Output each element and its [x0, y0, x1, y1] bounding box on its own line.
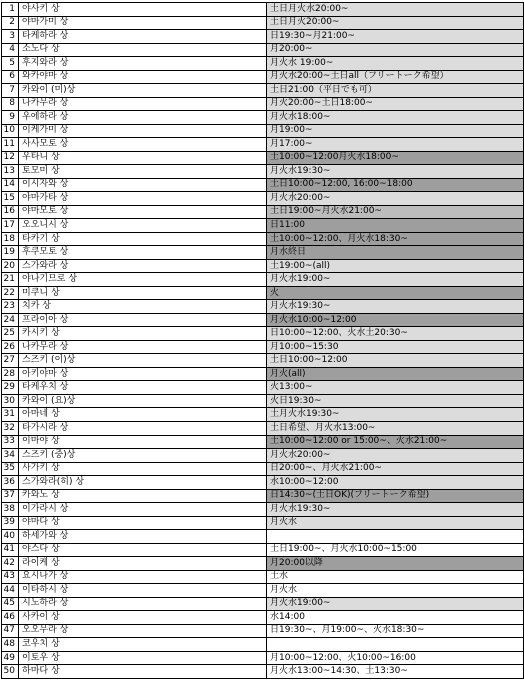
name-cell[interactable]: 야마가미 상 — [19, 16, 267, 30]
name-cell[interactable]: 아키야마 상 — [19, 367, 267, 381]
name-cell[interactable]: 야마모토 상 — [19, 205, 267, 219]
availability-cell[interactable]: 月火水10:00~12:00 — [267, 313, 524, 327]
availability-cell[interactable] — [267, 530, 524, 544]
name-cell[interactable]: 오오니시 상 — [19, 219, 267, 233]
availability-cell[interactable]: 火13:00~ — [267, 381, 524, 395]
table-row — [2, 381, 524, 395]
table-row — [2, 300, 524, 314]
availability-cell[interactable]: 土日21:00（平日でも可） — [267, 84, 524, 98]
table-row — [2, 124, 524, 138]
name-cell[interactable]: 나카무라 상 — [19, 340, 267, 354]
row-number-cell[interactable]: 13 — [2, 165, 19, 179]
table-row — [2, 489, 524, 503]
schedule-table — [1, 2, 524, 679]
row-number-cell[interactable]: 27 — [2, 354, 19, 368]
table-row — [2, 205, 524, 219]
table-row — [2, 394, 524, 408]
name-cell[interactable]: 소노다 상 — [19, 43, 267, 57]
name-cell[interactable]: 야나기므로 상 — [19, 273, 267, 287]
row-number-cell[interactable]: 26 — [2, 340, 19, 354]
name-cell[interactable]: 사사모토 상 — [19, 138, 267, 152]
availability-cell[interactable]: 月火水19:30~ — [267, 300, 524, 314]
table-row — [2, 246, 524, 260]
availability-cell[interactable] — [267, 638, 524, 652]
name-cell[interactable]: 이마야 상 — [19, 435, 267, 449]
row-number-cell[interactable]: 15 — [2, 192, 19, 206]
availability-cell[interactable]: 月火水19:30~ — [267, 165, 524, 179]
availability-cell[interactable]: 月20:00~ — [267, 43, 524, 57]
name-cell[interactable]: 이케가미 상 — [19, 124, 267, 138]
availability-cell[interactable]: 土日19:00~月火水21:00~ — [267, 205, 524, 219]
name-cell[interactable]: 타카기 상 — [19, 232, 267, 246]
name-cell[interactable]: 후지와라 상 — [19, 57, 267, 71]
availability-cell[interactable]: 土日10:00~12:00 — [267, 354, 524, 368]
availability-cell[interactable]: 土日10:00~12:00, 16:00~18:00 — [267, 178, 524, 192]
table-row — [2, 651, 524, 665]
availability-cell[interactable]: 月火(all) — [267, 367, 524, 381]
name-cell[interactable]: 하세가와 상 — [19, 530, 267, 544]
table-row — [2, 151, 524, 165]
name-cell[interactable]: 토모미 상 — [19, 165, 267, 179]
availability-cell[interactable]: 日19:30~、月19:00~、火水18:30~ — [267, 624, 524, 638]
availability-cell[interactable]: 月20:00以降 — [267, 557, 524, 571]
row-number-cell[interactable]: 37 — [2, 489, 19, 503]
row-number-cell[interactable]: 9 — [2, 111, 19, 125]
row-number-cell[interactable]: 4 — [2, 43, 19, 57]
name-cell[interactable]: 카와이 (요)상 — [19, 394, 267, 408]
row-number-cell[interactable]: 50 — [2, 665, 19, 679]
name-cell[interactable]: 스가와라 상 — [19, 259, 267, 273]
row-number-cell[interactable]: 40 — [2, 530, 19, 544]
name-cell[interactable]: 타케우치 상 — [19, 381, 267, 395]
availability-cell[interactable]: 日20:00~、月火水21:00~ — [267, 462, 524, 476]
row-number-cell[interactable]: 49 — [2, 651, 19, 665]
name-cell[interactable]: 하마다 상 — [19, 665, 267, 679]
table-row — [2, 286, 524, 300]
availability-cell[interactable]: 日10:00~12:00、火水土20:30~ — [267, 327, 524, 341]
row-number-cell[interactable]: 8 — [2, 97, 19, 111]
row-number-cell[interactable]: 2 — [2, 16, 19, 30]
row-number-cell[interactable]: 48 — [2, 638, 19, 652]
name-cell[interactable]: 사가키 상 — [19, 462, 267, 476]
name-cell[interactable]: 카와이 (미)상 — [19, 84, 267, 98]
availability-cell[interactable]: 土日希望、月火水13:00~ — [267, 421, 524, 435]
availability-cell[interactable]: 土月火水19:30~ — [267, 408, 524, 422]
availability-cell[interactable]: 月火水20:00~土日all（フリートーク希望） — [267, 70, 524, 84]
row-number-cell[interactable]: 33 — [2, 435, 19, 449]
row-number-cell[interactable]: 23 — [2, 300, 19, 314]
row-number-cell[interactable]: 28 — [2, 367, 19, 381]
row-number-cell[interactable]: 16 — [2, 205, 19, 219]
availability-cell[interactable]: 月10:00~15:30 — [267, 340, 524, 354]
row-number-cell[interactable]: 38 — [2, 503, 19, 517]
name-cell[interactable]: 나카무라 상 — [19, 97, 267, 111]
table-row — [2, 138, 524, 152]
name-cell[interactable]: 프라이아 상 — [19, 313, 267, 327]
table-row — [2, 516, 524, 530]
name-cell[interactable]: 스즈키 (이)상 — [19, 354, 267, 368]
name-cell[interactable]: 타가시라 상 — [19, 421, 267, 435]
table-row — [2, 340, 524, 354]
table-row — [2, 367, 524, 381]
name-cell[interactable]: 야마가타 상 — [19, 192, 267, 206]
table-row — [2, 570, 524, 584]
name-cell[interactable]: 우에하라 상 — [19, 111, 267, 125]
availability-cell[interactable]: 月火水 — [267, 584, 524, 598]
name-cell[interactable]: 사카이 상 — [19, 611, 267, 625]
table-row — [2, 435, 524, 449]
name-cell[interactable]: 이토우 상 — [19, 651, 267, 665]
row-number-cell[interactable]: 41 — [2, 543, 19, 557]
availability-cell[interactable]: 月火水19:30~ — [267, 503, 524, 517]
row-number-cell[interactable]: 43 — [2, 570, 19, 584]
name-cell[interactable]: 이가라시 상 — [19, 503, 267, 517]
table-row — [2, 421, 524, 435]
availability-cell[interactable]: 月火水13:00~14:30、土13:30~ — [267, 665, 524, 679]
table-row — [2, 43, 524, 57]
table-row — [2, 408, 524, 422]
row-number-cell[interactable]: 21 — [2, 273, 19, 287]
row-number-cell[interactable]: 3 — [2, 30, 19, 44]
table-row — [2, 313, 524, 327]
row-number-cell[interactable]: 46 — [2, 611, 19, 625]
row-number-cell[interactable]: 39 — [2, 516, 19, 530]
availability-cell[interactable]: 月火水18:00~ — [267, 111, 524, 125]
row-number-cell[interactable]: 6 — [2, 70, 19, 84]
availability-cell[interactable]: 土日19:00~、月火水10:00~15:00 — [267, 543, 524, 557]
table-row — [2, 462, 524, 476]
row-number-cell[interactable]: 32 — [2, 421, 19, 435]
table-row — [2, 543, 524, 557]
row-number-cell[interactable]: 14 — [2, 178, 19, 192]
row-number-cell[interactable]: 31 — [2, 408, 19, 422]
availability-cell[interactable]: 土10:00~12:00 or 15:00~、火水21:00~ — [267, 435, 524, 449]
table-row — [2, 327, 524, 341]
availability-cell[interactable]: 土水 — [267, 570, 524, 584]
table-row — [2, 584, 524, 598]
availability-cell[interactable]: 月17:00~ — [267, 138, 524, 152]
row-number-cell[interactable]: 30 — [2, 394, 19, 408]
name-cell[interactable]: 이타하시 상 — [19, 584, 267, 598]
table-row — [2, 84, 524, 98]
row-number-cell[interactable]: 20 — [2, 259, 19, 273]
row-number-cell[interactable]: 11 — [2, 138, 19, 152]
row-number-cell[interactable]: 35 — [2, 462, 19, 476]
availability-cell[interactable]: 月火水20:00~ — [267, 449, 524, 463]
name-cell[interactable]: 야사키 상 — [19, 3, 267, 17]
table-row — [2, 232, 524, 246]
table-row — [2, 449, 524, 463]
availability-cell[interactable]: 月火20:00~土日18:00~ — [267, 97, 524, 111]
name-cell[interactable]: 이시자와 상 — [19, 178, 267, 192]
table-row — [2, 530, 524, 544]
availability-cell[interactable]: 月19:00~ — [267, 124, 524, 138]
row-number-cell[interactable]: 45 — [2, 597, 19, 611]
schedule-sheet — [1, 2, 523, 679]
row-number-cell[interactable]: 34 — [2, 449, 19, 463]
availability-cell[interactable]: 月火水20:00~ — [267, 192, 524, 206]
table-row — [2, 192, 524, 206]
table-row — [2, 503, 524, 517]
availability-cell[interactable]: 水14:00 — [267, 611, 524, 625]
row-number-cell[interactable]: 17 — [2, 219, 19, 233]
name-cell[interactable]: 오오무라 상 — [19, 624, 267, 638]
availability-cell[interactable]: 土10:00~12:00、月火水18:30~ — [267, 232, 524, 246]
availability-cell[interactable]: 月10:00~12:00、火10:00~16:00 — [267, 651, 524, 665]
availability-cell[interactable]: 月水終日 — [267, 246, 524, 260]
availability-cell[interactable]: 月火水19:00~ — [267, 273, 524, 287]
row-number-cell[interactable]: 18 — [2, 232, 19, 246]
table-row — [2, 597, 524, 611]
availability-cell[interactable]: 火日19:30~ — [267, 394, 524, 408]
availability-cell[interactable]: 土日月火水20:00~ — [267, 3, 524, 17]
name-cell[interactable]: 스가와라(히) 상 — [19, 476, 267, 490]
row-number-cell[interactable]: 19 — [2, 246, 19, 260]
table-row — [2, 16, 524, 30]
name-cell[interactable]: 카와노 상 — [19, 489, 267, 503]
name-cell[interactable]: 치카 상 — [19, 300, 267, 314]
availability-cell[interactable]: 月火水 — [267, 516, 524, 530]
availability-cell[interactable]: 日19:30~月21:00~ — [267, 30, 524, 44]
table-row — [2, 111, 524, 125]
availability-cell[interactable]: 土日月火20:00~ — [267, 16, 524, 30]
table-row — [2, 624, 524, 638]
table-row — [2, 476, 524, 490]
table-row — [2, 219, 524, 233]
availability-cell[interactable]: 月火水 19:00~ — [267, 57, 524, 71]
name-cell[interactable]: 우타니 상 — [19, 151, 267, 165]
availability-cell[interactable]: 水10:00~12:00 — [267, 476, 524, 490]
availability-cell[interactable]: 土19:00~(all) — [267, 259, 524, 273]
table-row — [2, 165, 524, 179]
table-row — [2, 273, 524, 287]
table-row — [2, 30, 524, 44]
row-number-cell[interactable]: 42 — [2, 557, 19, 571]
name-cell[interactable]: 코우치 상 — [19, 638, 267, 652]
row-number-cell[interactable]: 24 — [2, 313, 19, 327]
table-row — [2, 611, 524, 625]
name-cell[interactable]: 야스다 상 — [19, 543, 267, 557]
name-cell[interactable]: 미쿠니 상 — [19, 286, 267, 300]
table-row — [2, 97, 524, 111]
table-row — [2, 70, 524, 84]
availability-cell[interactable]: 日11:00 — [267, 219, 524, 233]
row-number-cell[interactable]: 5 — [2, 57, 19, 71]
schedule-rows — [2, 3, 524, 679]
availability-cell[interactable]: 火 — [267, 286, 524, 300]
table-row — [2, 57, 524, 71]
name-cell[interactable]: 후쿠모토 상 — [19, 246, 267, 260]
name-cell[interactable]: 스즈키 (중)상 — [19, 449, 267, 463]
row-number-cell[interactable]: 7 — [2, 84, 19, 98]
name-cell[interactable]: 아마네 상 — [19, 408, 267, 422]
row-number-cell[interactable]: 44 — [2, 584, 19, 598]
availability-cell[interactable]: 日14:30~(土日OK)(フリートーク希望) — [267, 489, 524, 503]
row-number-cell[interactable]: 22 — [2, 286, 19, 300]
row-number-cell[interactable]: 1 — [2, 3, 19, 17]
table-row — [2, 354, 524, 368]
availability-cell[interactable]: 月火水19:00~ — [267, 597, 524, 611]
name-cell[interactable]: 카시키 상 — [19, 327, 267, 341]
name-cell[interactable]: 시노하라 상 — [19, 597, 267, 611]
availability-cell[interactable]: 土10:00~12:00月火水18:00~ — [267, 151, 524, 165]
row-number-cell[interactable]: 36 — [2, 476, 19, 490]
name-cell[interactable]: 요시나가 상 — [19, 570, 267, 584]
name-cell[interactable]: 라이케 상 — [19, 557, 267, 571]
name-cell[interactable]: 타케하라 상 — [19, 30, 267, 44]
table-row — [2, 638, 524, 652]
name-cell[interactable]: 와카야마 상 — [19, 70, 267, 84]
row-number-cell[interactable]: 47 — [2, 624, 19, 638]
table-row — [2, 3, 524, 17]
row-number-cell[interactable]: 12 — [2, 151, 19, 165]
table-row — [2, 665, 524, 679]
row-number-cell[interactable]: 29 — [2, 381, 19, 395]
name-cell[interactable]: 야마다 상 — [19, 516, 267, 530]
row-number-cell[interactable]: 25 — [2, 327, 19, 341]
row-number-cell[interactable]: 10 — [2, 124, 19, 138]
table-row — [2, 557, 524, 571]
table-row — [2, 178, 524, 192]
table-row — [2, 259, 524, 273]
